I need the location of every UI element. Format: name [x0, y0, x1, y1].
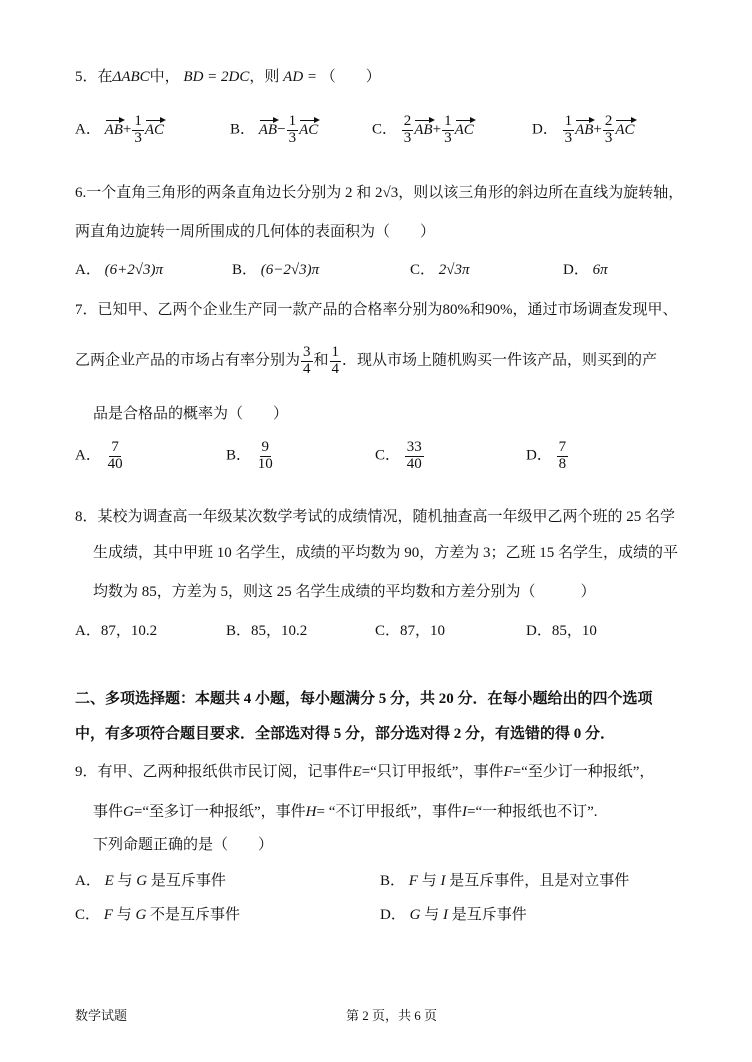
frac-num: 33	[406, 439, 422, 455]
q9-text: =“只订甲报纸”，事件	[361, 764, 504, 780]
footer-page-number: 第 2 页，共 6 页	[346, 1008, 438, 1023]
option-text: 不是互斥事件	[150, 907, 241, 923]
event-g: G	[136, 873, 148, 889]
option-text: (6+2√3)π	[104, 262, 163, 278]
q7-option-b	[226, 440, 276, 473]
q9-text: =“至少订一种报纸”，	[512, 764, 655, 780]
q5-text: 5．在	[75, 69, 113, 85]
q5-option-c: C． $\frac{2}{3}$ AB+ $\frac{1}{3}$ AC	[372, 113, 474, 146]
event-i: I	[462, 804, 468, 820]
q7-line3: 品是合格品的概率为（ ）	[93, 406, 289, 422]
q8-line1: 8．某校为调查高一年级某次数学考试的成绩情况，随机抽查高一年级甲乙两个班的 25 名学	[75, 509, 676, 525]
q7-line1: 7．已知甲、乙两个企业生产同一款产品的合格率分别为80%和90%，通过市场调查发现甲、	[75, 302, 678, 318]
frac-num: 9	[261, 439, 270, 455]
option-text: 是互斥事件，且是对立事件	[449, 873, 630, 889]
event-i: I	[442, 907, 448, 923]
frac-den: 40	[406, 455, 422, 472]
q9-option-c	[75, 903, 240, 924]
option-label: D．	[563, 262, 589, 278]
option-label: C．	[375, 447, 401, 464]
q9-option-a	[75, 869, 226, 890]
section-instructions: 中，有多项符合题目要求．全部选对得 5 分，部分选对得 2 分，有选错的得 0 分．	[75, 726, 616, 742]
q9-text: 事件	[93, 804, 124, 820]
section-heading: 二、多项选择题：本题共 4 小题，每小题满分 5 分，共 20 分．在每小题给出的四个选项	[75, 691, 653, 707]
q9-text: =“至多订一种报纸”，事件	[133, 804, 306, 820]
event-f: F	[503, 764, 513, 780]
q8-line2: 生成绩，其中甲班 10 名学生，成绩的平均数为 90，方差为 3；乙班 15 名学生，成绩的平	[93, 545, 679, 561]
frac-num: 7	[111, 439, 119, 455]
event-i: I	[440, 873, 446, 889]
q8-option-a: A．87，10.2	[75, 623, 158, 639]
option-text: 6π	[592, 262, 608, 278]
option-label: C．	[410, 262, 436, 278]
event-g: G	[123, 804, 134, 820]
option-label: B．	[232, 262, 258, 278]
option-label: A．	[75, 447, 101, 464]
q9-line1	[75, 760, 654, 781]
event-e: E	[104, 873, 114, 889]
option-label: B．	[380, 873, 406, 889]
q9-line2	[93, 800, 598, 821]
option-label: B．	[230, 121, 256, 138]
option-text: (6−2√3)π	[260, 262, 320, 278]
option-text: 2√3π	[438, 262, 470, 278]
q7-text: 乙两企业产品的市场占有率分别为	[75, 352, 301, 369]
event-f: F	[408, 873, 418, 889]
q7-option-a	[75, 440, 126, 473]
frac-den: 10	[257, 455, 273, 472]
q8-option-d: D．85，10	[526, 623, 597, 639]
q5-option-a: A． AB+ $\frac{1}{3}$ AC	[75, 113, 165, 146]
q8-line3: 均数为 85，方差为 5，则这 25 名学生成绩的平均数和方差分别为（ ）	[93, 584, 596, 600]
q6-option-b	[232, 258, 319, 279]
q6-line2: 两直角边旋转一周所围成的几何体的表面积为（ ）	[75, 224, 436, 240]
q7-text: 和	[313, 352, 329, 369]
q6-root: 2√3	[375, 185, 399, 201]
event-f: F	[103, 907, 113, 923]
q5-text: ，则	[249, 69, 280, 85]
q5-option-b: B． AB− $\frac{1}{3}$ AC	[230, 113, 319, 146]
q7-line2	[75, 345, 657, 378]
frac-den: 4	[303, 360, 311, 377]
frac-num: 7	[558, 439, 567, 455]
q5-option-d: D． $\frac{1}{3}$ AB+ $\frac{2}{3}$ AC	[532, 113, 635, 146]
option-label: D．	[380, 907, 406, 923]
frac-den: 8	[558, 455, 567, 472]
q5-blank: （ ）	[320, 69, 381, 85]
option-label: A．	[75, 262, 101, 278]
q7-option-c	[375, 440, 425, 473]
q9-text: 9．有甲、乙两种报纸供市民订阅，记事件	[75, 764, 353, 780]
q9-option-b	[380, 869, 629, 890]
option-text: 是互斥事件	[451, 907, 527, 923]
option-label: C．	[75, 907, 101, 923]
q5-triangle: ΔABC	[112, 69, 150, 85]
q9-with: 与	[421, 873, 437, 889]
q6-option-a	[75, 258, 163, 279]
frac-den: 4	[331, 360, 340, 377]
option-label: A．	[75, 121, 101, 138]
event-g: G	[409, 907, 421, 923]
q6-line1	[75, 181, 683, 202]
q9-line3: 下列命题正确的是（ ）	[93, 837, 274, 853]
q9-text: =“一种报纸也不订”.	[467, 804, 598, 820]
q9-with: 与	[117, 873, 133, 889]
q8-option-b: B．85，10.2	[226, 623, 308, 639]
q5-text: 中，	[149, 69, 180, 85]
q5-ask: AD =	[283, 69, 318, 85]
q6-option-d	[563, 258, 608, 279]
frac-num: 3	[303, 344, 311, 360]
q7-text: ．现从市场上随机购买一件该产品，则买到的产	[342, 352, 658, 369]
q6-text: ，则以该三角形的斜边所在直线为旋转轴，	[398, 185, 684, 201]
footer-subject: 数学试题	[75, 1008, 128, 1023]
option-label: C．	[372, 121, 398, 138]
event-h: H	[305, 804, 317, 820]
option-label: B．	[226, 447, 252, 464]
event-e: E	[352, 764, 362, 780]
q8-option-c: C．87，10	[375, 623, 446, 639]
option-label: A．	[75, 873, 101, 889]
option-label: D．	[526, 447, 552, 464]
q9-with: 与	[116, 907, 132, 923]
q7-option-d	[526, 440, 569, 473]
q6-option-c	[410, 258, 470, 279]
q5-stem	[75, 65, 381, 86]
event-g: G	[135, 907, 147, 923]
option-label: D．	[532, 121, 558, 138]
q9-option-d	[380, 903, 527, 924]
frac-num: 1	[331, 344, 340, 360]
option-text: 是互斥事件	[150, 873, 226, 889]
q5-condition: BD = 2DC	[183, 69, 250, 85]
q9-with: 与	[424, 907, 440, 923]
q6-text: 6.一个直角三角形的两条直角边长分别为 2 和	[75, 185, 372, 201]
q9-text: = “不订甲报纸”，事件	[316, 804, 463, 820]
frac-den: 40	[107, 455, 123, 472]
